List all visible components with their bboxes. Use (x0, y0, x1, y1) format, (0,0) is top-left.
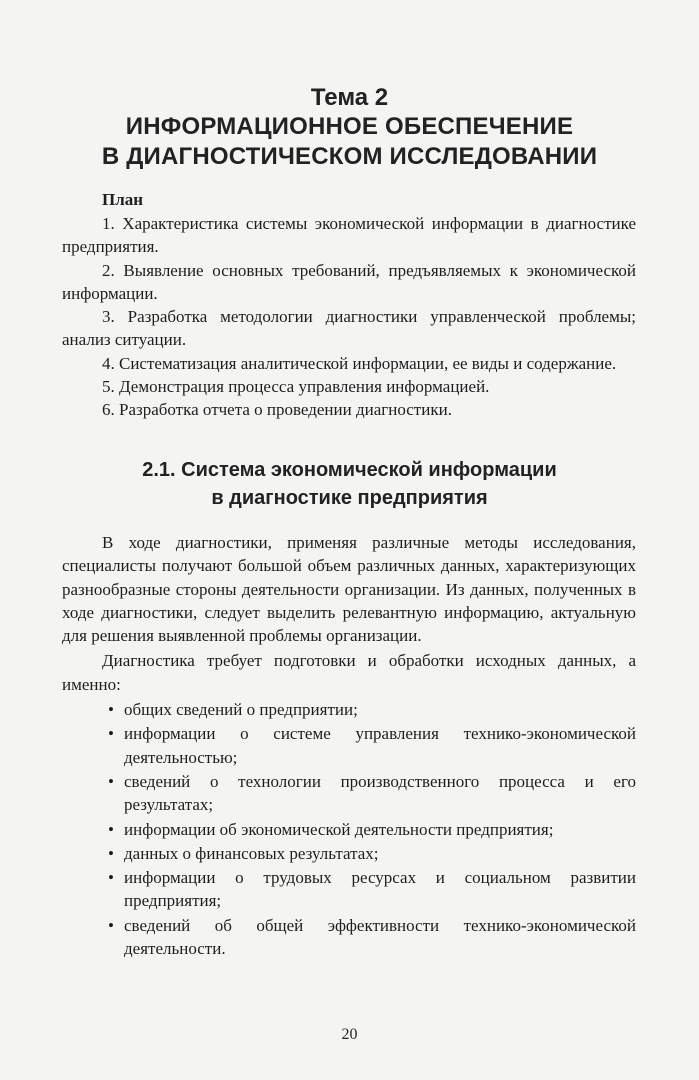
plan-block (62, 188, 636, 422)
plan-item-2: 2. Выявление основных требований, предъявляемых к экономической информации. (62, 260, 636, 303)
plan-item-4: 4. Систематизация аналитической информации, ее виды и содержание. (102, 353, 617, 373)
topic-title-line-2: В ДИАГНОСТИЧЕСКОМ ИССЛЕДОВАНИИ (101, 143, 598, 170)
plan-item-6: 6. Разработка отчета о проведении диагностики. (102, 400, 452, 420)
bullet-icon: • (108, 915, 114, 935)
bullet-icon: • (108, 843, 114, 863)
requirements-list (62, 698, 636, 960)
list-item-text: информации о трудовых ресурсах и социальном развитии предприятия; (124, 868, 636, 911)
topic-heading (60, 84, 639, 172)
section-title-line-1: 2.1. Система экономической информации (142, 459, 557, 481)
bullet-icon: • (108, 700, 114, 720)
list-item (62, 842, 636, 865)
list-item (62, 770, 636, 817)
section-heading (60, 456, 639, 512)
bullet-icon: • (108, 819, 114, 839)
list-item (62, 722, 636, 769)
section-content (62, 531, 636, 961)
list-item (62, 914, 636, 961)
list-item-text: данных о финансовых результатах; (124, 843, 379, 863)
bullet-icon: • (108, 771, 114, 791)
list-item-text: информации о системе управления технико-экономической деятельностью; (124, 724, 636, 767)
plan-label: План (102, 190, 144, 209)
list-item (62, 866, 636, 913)
list-item-text: информации об экономической деятельности предприятия; (124, 819, 554, 839)
plan-item-1: 1. Характеристика системы экономической информации в диагностике предприятия. (62, 214, 636, 257)
plan-item-5: 5. Демонстрация процесса управления информацией. (102, 377, 490, 397)
section-title-line-2: в диагностике предприятия (211, 487, 488, 509)
topic-number: Тема 2 (310, 84, 389, 111)
list-item (62, 698, 636, 721)
list-item-text: общих сведений о предприятии; (124, 700, 358, 720)
list-item-text: сведений об общей эффективности технико-экономической деятельности. (124, 915, 636, 959)
bullet-icon: • (108, 724, 114, 744)
list-item-text: сведений о технологии производственного процесса и его результатах; (124, 771, 636, 815)
plan-item-3: 3. Разработка методологии диагностики управленческой проблемы; анализ ситуации. (62, 307, 636, 350)
list-item (62, 818, 636, 841)
page-number: 20 (341, 1026, 358, 1043)
topic-title-line-1: ИНФОРМАЦИОННОЕ ОБЕСПЕЧЕНИЕ (125, 113, 574, 140)
paragraph-2: Диагностика требует подготовки и обработки исходных данных, а именно: (62, 651, 636, 694)
bullet-icon: • (108, 868, 114, 888)
paragraph-1: В ходе диагностики, применяя различные методы исследования, специалисты получают большой объем различных данных, характеризующих разнообразные стороны деятельности организации. Из данных, полученных в ходе диагностики, следует выделить релевантную информацию, актуальную для решения выявленной проблемы организации. (62, 533, 636, 646)
